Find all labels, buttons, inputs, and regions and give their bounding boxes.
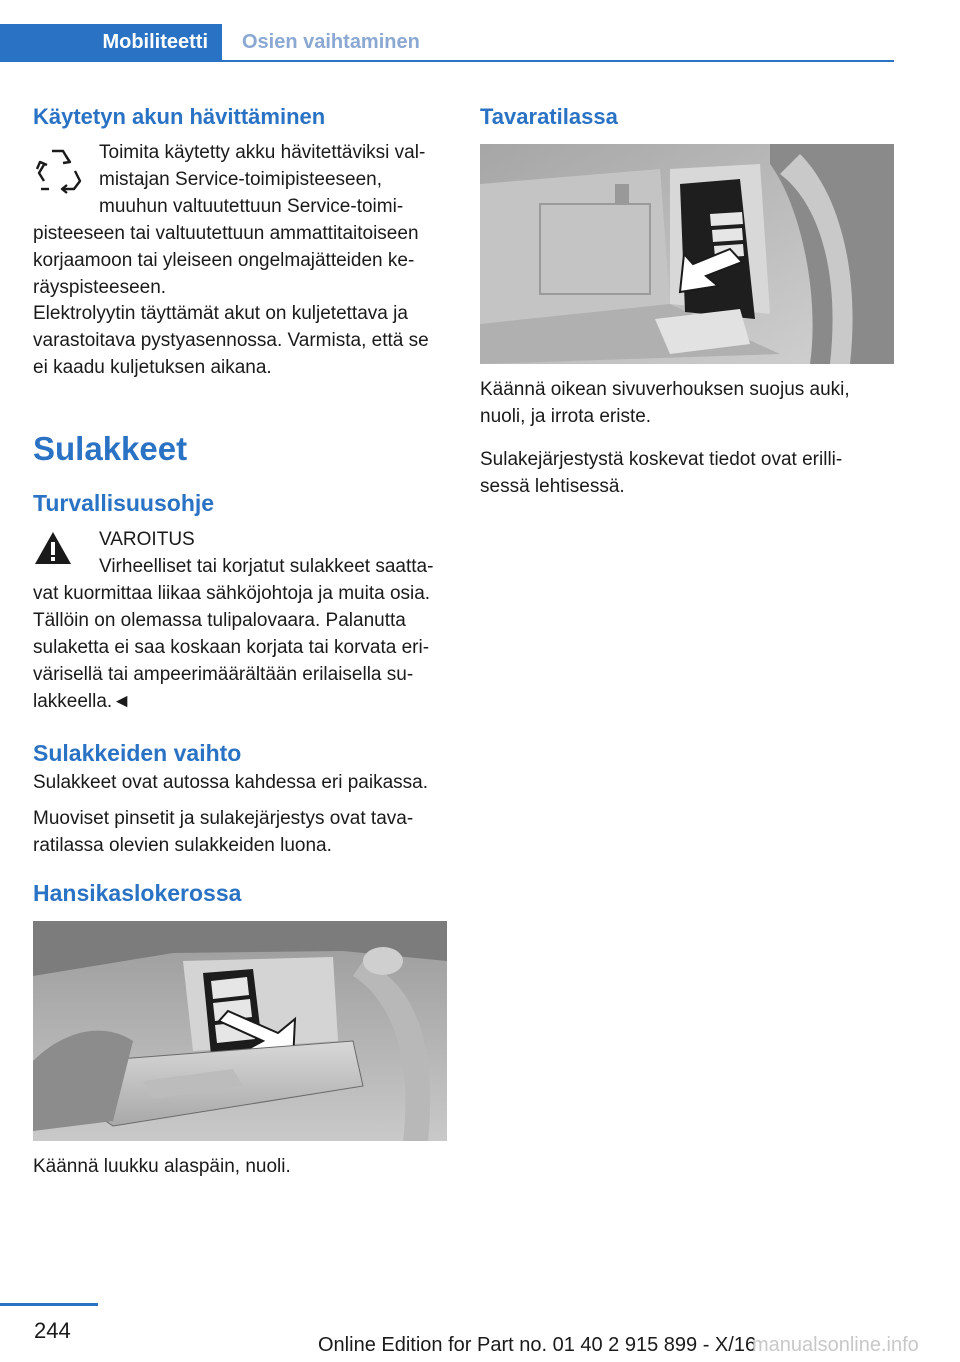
page-number: 244 [34,1318,71,1343]
text-line: Sulakejärjestystä koskevat tiedot ovat erilli- [480,449,843,470]
warning-label: VAROITUS [99,529,195,550]
text-line: sulaketta ei saa koskaan korjata tai korvata eri- [33,637,430,658]
text-line: Virheelliset tai korjatut sulakkeet saatta- [99,556,434,577]
warning-indented [99,526,433,580]
text-line: Elektrolyytin täyttämät akut on kuljetettava ja [33,303,408,324]
trunk-illustration [480,144,894,364]
trunk-heading: Tavaratilassa [480,104,618,129]
edition-footer: Online Edition for Part no. 01 40 2 915 899 - X/16 [318,1334,757,1356]
tab-osien-vaihtaminen[interactable]: Osien vaihtaminen [242,30,420,53]
trunk-para2 [480,446,842,500]
replace-para1: Sulakkeet ovat autossa kahdessa eri paikassa. [33,772,429,793]
text-line: korjaamoon tai yleiseen ongelmajätteiden ke- [33,250,415,271]
text-line: varastoitava pystyasennossa. Varmista, että se [33,330,429,351]
header-rule [0,60,894,62]
replace-para2 [33,805,413,859]
text-line: Tällöin on olemassa tulipalovaara. Palanutta [33,610,406,631]
trunk-para1 [480,376,850,430]
recycle-icon [33,145,85,195]
text-line: sessä lehtisessä. [480,476,625,497]
tab-mobiliteetti[interactable]: Mobiliteetti [0,24,222,60]
warning-text [33,580,430,715]
text-line: vat kuormittaa liikaa sähköjohtoja ja muita osia. [33,583,431,604]
battery-para1-indented [99,139,425,220]
glovebox-illustration [33,921,447,1141]
text-line: muuhun valtuutettuun Service-toimi- [99,196,404,217]
text-line: räyspisteeseen. [33,277,167,298]
page-header [0,0,960,62]
text-line: pisteeseen tai valtuutettuun ammattitaitoiseen [33,223,419,244]
glovebox-caption: Käännä luukku alaspäin, nuoli. [33,1156,291,1177]
replace-heading: Sulakkeiden vaihto [33,740,242,766]
text-line: nuoli, ja irrota eriste. [480,406,652,427]
battery-para1-rest [33,220,419,301]
battery-para2 [33,300,429,381]
fuses-heading: Sulakkeet [33,430,188,467]
text-line: Käännä oikean sivuverhouksen suojus auki, [480,379,850,400]
text-line: Toimita käytetty akku hävitettäviksi val- [99,142,426,163]
text-line: värisellä tai ampeerimäärältään erilaisella su- [33,664,414,685]
glovebox-heading: Hansikaslokerossa [33,880,242,906]
warning-triangle-icon [33,530,73,566]
text-line: mistajan Service-toimipisteeseen, [99,169,383,190]
text-line: lakkeella.◄ [33,691,132,712]
watermark: manualsonline.info [752,1334,919,1356]
text-line: ei kaadu kuljetuksen aikana. [33,357,272,378]
text-line: ratilassa olevien sulakkeiden luona. [33,835,332,856]
text-line: Muoviset pinsetit ja sulakejärjestys ovat tava- [33,808,414,829]
safety-heading: Turvallisuusohje [33,490,215,516]
page-number-rule [0,1303,98,1306]
battery-disposal-heading: Käytetyn akun hävittäminen [33,104,326,129]
